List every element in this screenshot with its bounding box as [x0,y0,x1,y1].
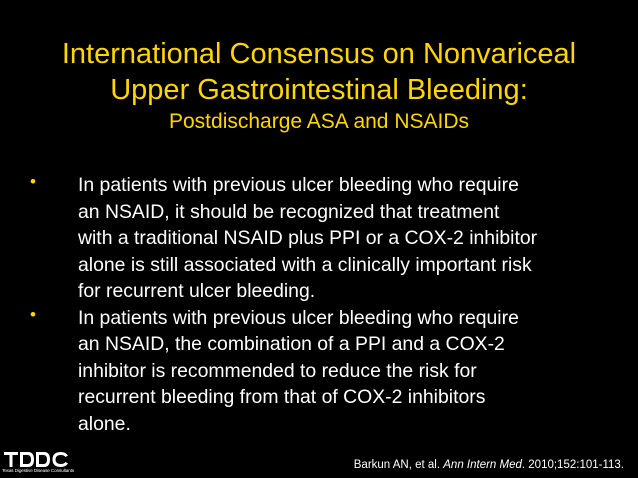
slide-subtitle: Postdischarge ASA and NSAIDs [169,110,469,133]
citation-journal: Ann Intern Med [443,459,522,471]
bullet-marker: • [30,304,36,324]
title-line-2: Upper Gastrointestinal Bleeding: [110,74,528,106]
tddc-wordmark-logo [4,452,70,467]
bullet-text: In patients with previous ulcer bleeding who require an NSAID, the combination of a PPI and a COX-2 inhibitor is recommended to reduce the risk for recurrent bleeding from that of COX-2 inhibitors alone. [78,306,519,435]
slide-title [0,36,638,136]
title-line-1: International Consensus on Nonvariceal [61,38,577,70]
citation-authors: Barkun AN, et al. [353,459,444,471]
bullet-marker: • [30,172,36,191]
bullet-list [24,172,624,437]
citation-details: . 2010;152:101-113. [521,459,624,471]
bullet-item [24,305,624,438]
tddc-logo [2,452,75,476]
citation [354,458,624,472]
bullet-item [24,172,624,305]
logo-tagline: Texas Digestive Disease Consultants [2,468,75,473]
bullet-text: In patients with previous ulcer bleeding who require an NSAID, it should be recognized that treatment with a traditional NSAID plus PPI or a COX-2 inhibitor alone is still associated with a clinically important risk for recurrent ulcer bleeding. [78,174,538,302]
